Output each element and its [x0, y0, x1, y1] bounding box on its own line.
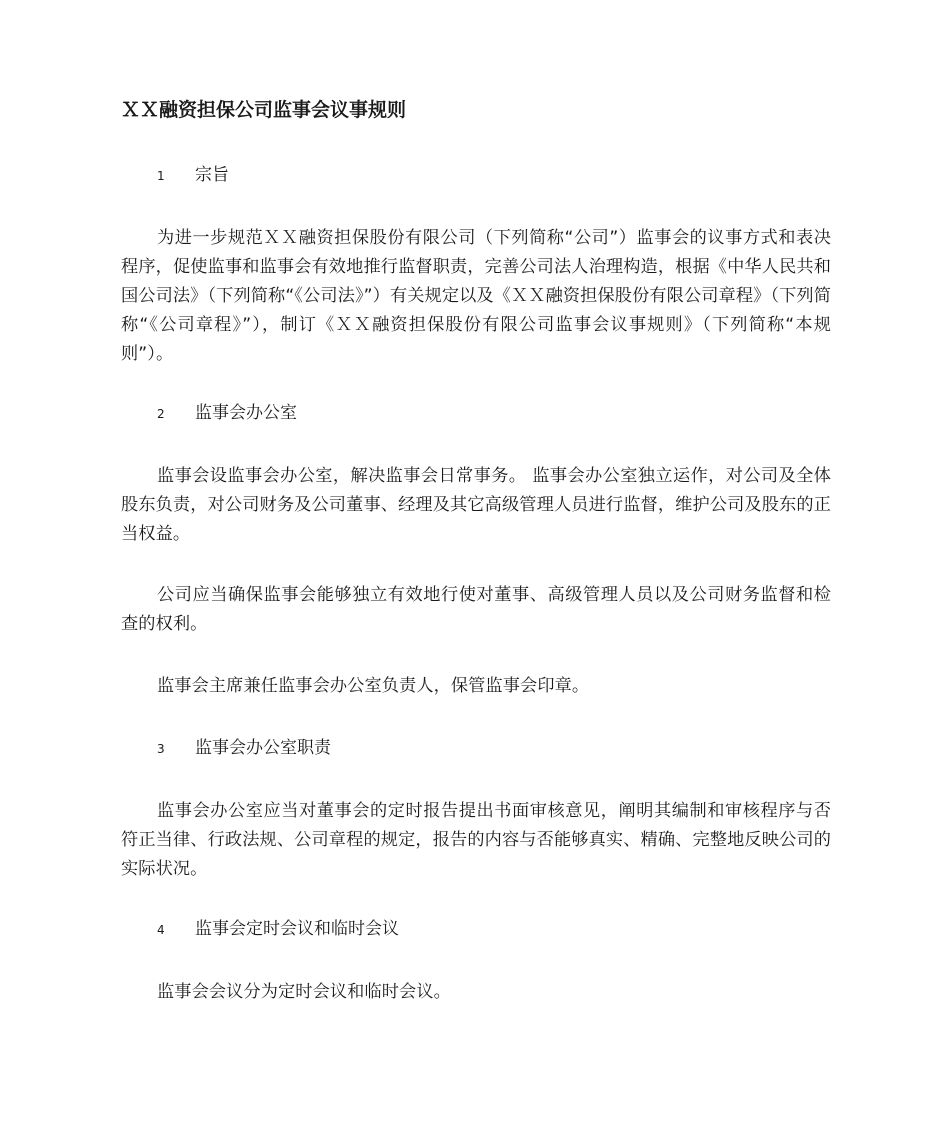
- section-number: 1: [157, 169, 165, 183]
- section-heading-1: [121, 162, 229, 188]
- section-heading-2: [121, 400, 297, 426]
- section-title: 监事会办公室职责: [195, 738, 331, 758]
- section-title: 监事会办公室: [195, 403, 297, 423]
- document-title: ＸＸ融资担保公司监事会议事规则: [121, 99, 407, 121]
- paragraph: 监事会会议分为定时会议和临时会议。: [157, 982, 451, 1002]
- section-number: 2: [157, 407, 165, 421]
- paragraph: 公司应当确保监事会能够独立有效地行使对董事、高级管理人员以及公司财务监督和检查的权利。: [121, 585, 831, 634]
- section-heading-3: [121, 735, 331, 761]
- section-heading-4: [121, 916, 399, 942]
- paragraph: 监事会主席兼任监事会办公室负责人，保管监事会印章。: [157, 676, 590, 696]
- paragraph: 监事会办公室应当对董事会的定时报告提出书面审核意见，阐明其编制和审核程序与否符正当律、行政法规、公司章程的规定，报告的内容与否能够真实、精确、完整地反映公司的实际状况。: [121, 801, 831, 879]
- section-title: 监事会定时会议和临时会议: [195, 919, 399, 939]
- section-number: 4: [157, 923, 165, 937]
- paragraph: 为进一步规范ＸＸ融资担保股份有限公司（下列简称“公司”）监事会的议事方式和表决程序，促使监事和监事会有效地推行监督职责，完善公司法人治理构造，根据《中华人民共和国公司法》（下列简称“《公司法》”）有关规定以及《ＸＸ融资担保股份有限公司章程》（下列简称“《公司章程》”），制订《ＸＸ融资担保股份有限公司监事会议事规则》（下列简称“本规则”）。: [121, 228, 831, 364]
- section-title: 宗旨: [195, 165, 229, 185]
- section-number: 3: [157, 742, 165, 756]
- paragraph: 监事会设监事会办公室，解决监事会日常事务。 监事会办公室独立运作，对公司及全体股东负责，对公司财务及公司董事、经理及其它高级管理人员进行监督，维护公司及股东的正当权益。: [121, 466, 831, 544]
